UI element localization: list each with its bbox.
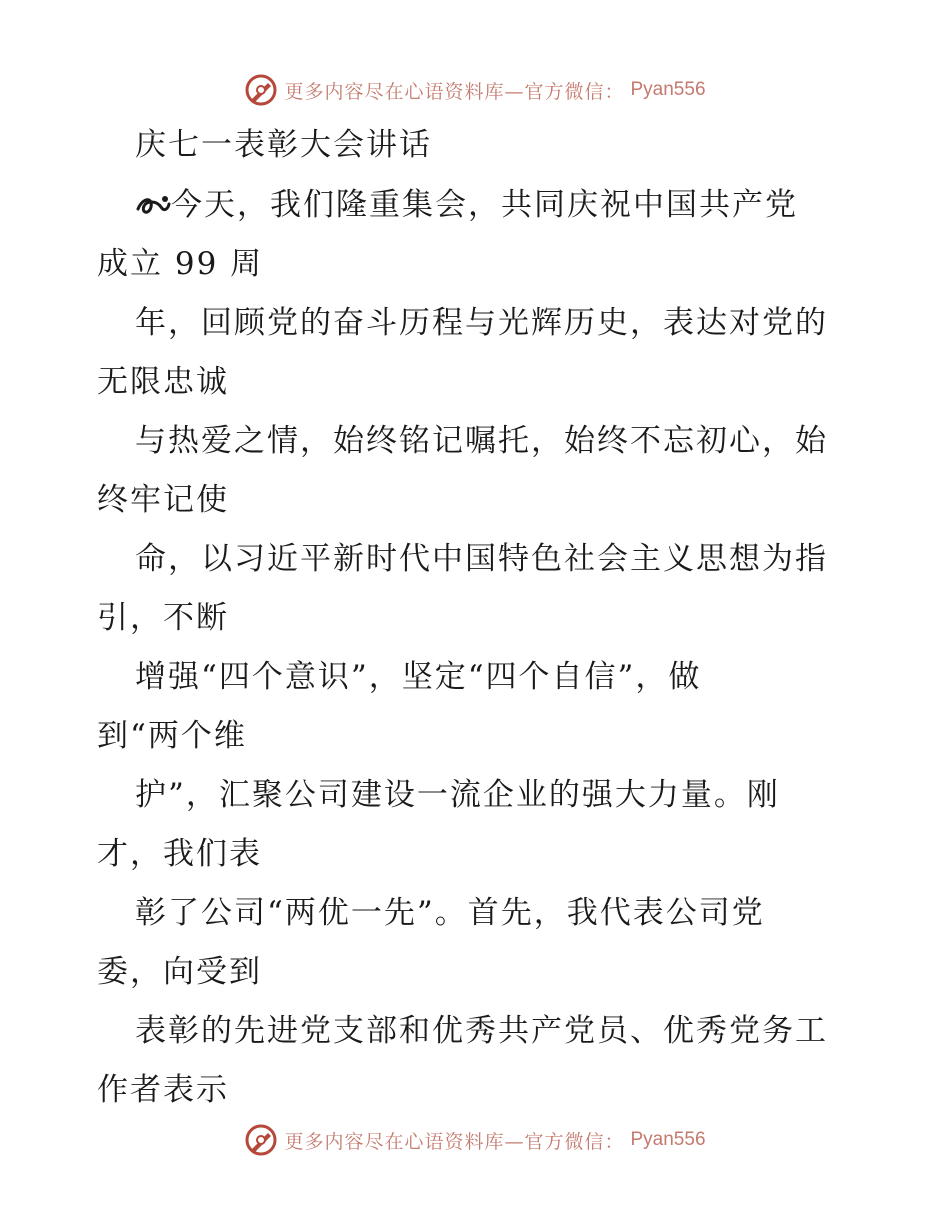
paragraph-line-10: 到“两个维 (97, 718, 247, 754)
paragraph-line-text: 今天，我们隆重集会，共同庆祝中国共产党 (171, 187, 798, 223)
watermark-text: 更多内容尽在心语资料库—官方微信： (284, 80, 625, 103)
paragraph-line-12: 才，我们表 (97, 836, 262, 872)
paragraph-line-1 (135, 185, 798, 225)
paragraph-line-5: 与热爱之情，始终铭记嘱托，始终不忘初心，始 (135, 423, 828, 459)
paragraph-line-2: 成立 99 周 (97, 246, 264, 282)
pen-logo-icon (244, 73, 278, 107)
paragraph-line-4: 无限忠诚 (97, 364, 229, 400)
paragraph-line-16: 作者表示 (97, 1072, 229, 1108)
paragraph-line-7: 命，以习近平新时代中国特色社会主义思想为指 (135, 541, 828, 577)
paragraph-line-15: 表彰的先进党支部和优秀共产党员、优秀党务工 (135, 1013, 828, 1049)
footer-watermark (0, 1120, 950, 1160)
flourish-ornament-icon (135, 189, 171, 219)
header-watermark (0, 70, 950, 110)
paragraph-line-14: 委，向受到 (97, 954, 262, 990)
watermark-wechat-id: Pyan556 (630, 1129, 706, 1150)
pen-logo-icon (244, 1123, 278, 1157)
paragraph-line-9: 增强“四个意识”，坚定“四个自信”，做 (135, 659, 702, 695)
paragraph-line-13: 彰了公司“两优一先”。首先，我代表公司党 (135, 895, 765, 931)
watermark-text: 更多内容尽在心语资料库—官方微信： (284, 1130, 625, 1153)
paragraph-line-6: 终牢记使 (97, 482, 229, 518)
paragraph-line-11: 护”，汇聚公司建设一流企业的强大力量。刚 (135, 777, 780, 813)
paragraph-line-3: 年，回顾党的奋斗历程与光辉历史，表达对党的 (135, 305, 828, 341)
paragraph-line-8: 引，不断 (97, 600, 229, 636)
watermark-wechat-id: Pyan556 (630, 79, 706, 100)
document-title: 庆七一表彰大会讲话 (135, 127, 432, 163)
